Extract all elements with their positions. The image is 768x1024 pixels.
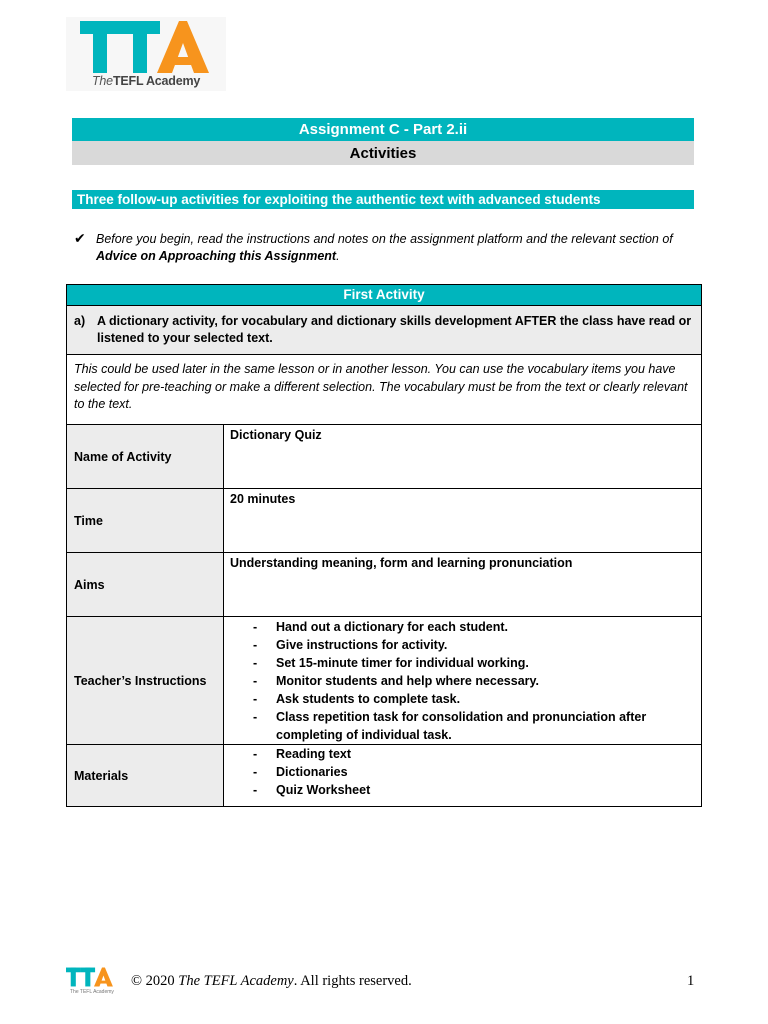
info-text: This could be used later in the same lesson or in another lesson. You can use the vocabulary items you have selected for pre-teaching or make a different selection. The vocabulary must be from the text or clearly relevant to the text.	[74, 362, 688, 411]
list-item: - Dictionaries	[253, 763, 695, 781]
note-text-bold: Advice on Approaching this Assignment	[96, 249, 337, 263]
activity-heading: First Activity	[67, 285, 702, 306]
tta-logo-icon	[80, 21, 212, 73]
task-row	[67, 306, 702, 355]
logo-text-academy: TEFL Academy	[112, 74, 201, 88]
brand-logo	[66, 17, 226, 91]
copyright	[131, 973, 412, 990]
list-item: - Ask students to complete task.	[253, 690, 695, 708]
note-text	[96, 231, 704, 265]
activity-heading-row	[67, 285, 702, 306]
list-item: - Set 15-minute timer for individual working.	[253, 654, 695, 672]
note-text-after: .	[336, 249, 340, 263]
materials-label: Materials	[67, 745, 224, 807]
section-heading: Three follow-up activities for exploiting the authentic text with advanced students	[72, 190, 694, 209]
table-row	[67, 745, 702, 807]
list-item: - Quiz Worksheet	[253, 781, 695, 799]
time-value: 20 minutes	[224, 489, 702, 553]
task-text: A dictionary activity, for vocabulary and dictionary skills development AFTER the class have read or listened to your selected text.	[97, 314, 692, 345]
list-item: - Class repetition task for consolidation and pronunciation after completing of individual task.	[253, 708, 695, 744]
page-title: Assignment C - Part 2.ii	[72, 118, 694, 141]
note-text-before: Before you begin, read the instructions and notes on the assignment platform and the relevant section of	[96, 232, 673, 246]
aims-value: Understanding meaning, form and learning pronunciation	[224, 553, 702, 617]
copyright-company: The TEFL Academy	[178, 973, 294, 989]
info-row	[67, 355, 702, 425]
list-item: - Monitor students and help where necessary.	[253, 672, 695, 690]
activity-table	[66, 284, 702, 807]
table-row	[67, 425, 702, 489]
aims-label: Aims	[67, 553, 224, 617]
name-of-activity-label: Name of Activity	[67, 425, 224, 489]
logo-text-the: The	[92, 74, 113, 88]
instructions-list	[230, 618, 695, 744]
table-row	[67, 617, 702, 745]
list-item: - Give instructions for activity.	[253, 636, 695, 654]
checkmark-icon: ✔	[74, 230, 86, 246]
teachers-instructions-label: Teacher’s Instructions	[67, 617, 224, 745]
logo-wordmark	[92, 74, 200, 88]
copyright-prefix: © 2020	[131, 973, 179, 989]
materials-list	[230, 745, 695, 799]
name-of-activity-value: Dictionary Quiz	[224, 425, 702, 489]
page-subtitle: Activities	[72, 141, 694, 165]
list-item: - Reading text	[253, 745, 695, 763]
page-number: 1	[687, 973, 695, 989]
table-row	[67, 489, 702, 553]
copyright-suffix: . All rights reserved.	[293, 973, 412, 989]
time-label: Time	[67, 489, 224, 553]
footer-logo-text: The TEFL Academy	[70, 989, 114, 995]
task-label: a)	[74, 314, 86, 328]
list-item: - Hand out a dictionary for each student.	[253, 618, 695, 636]
footer-logo	[66, 967, 114, 997]
instruction-note	[74, 231, 704, 265]
tta-small-logo-icon	[66, 967, 114, 987]
table-row	[67, 553, 702, 617]
